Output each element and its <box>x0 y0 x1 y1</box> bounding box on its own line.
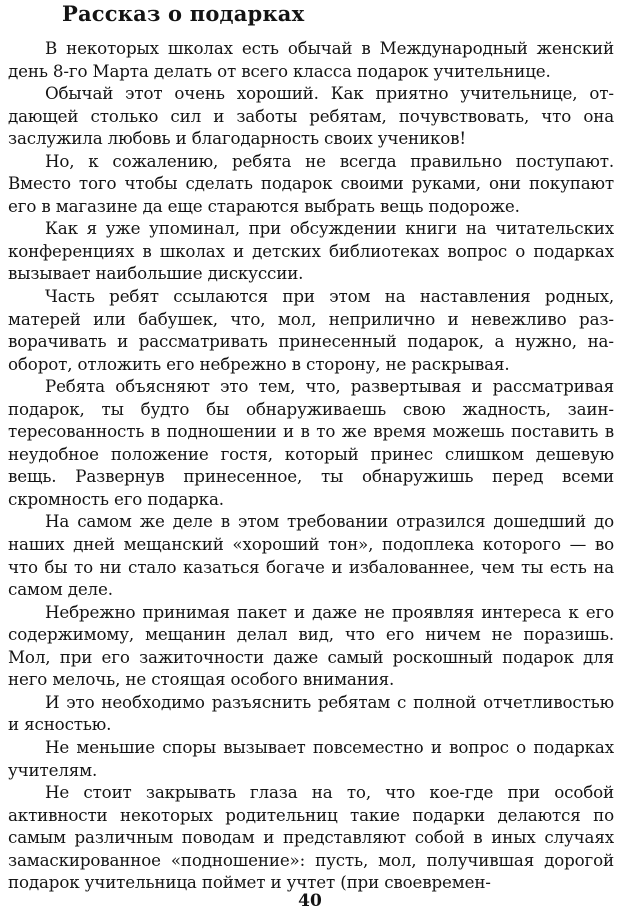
paragraph: И это необходимо разъяснить ребятам с полной отчетливостью и ясностью. <box>8 691 614 735</box>
paragraph: Как я уже упоминал, при обсуждении книги на читательских конференциях в школах и детских библиотеках вопрос о подарках вызывает наибольшие дискуссии. <box>8 218 614 284</box>
section-title: Рассказ о подарках <box>62 1 305 26</box>
paragraph: Ребята объясняют это тем, что, развертывая и рассматривая подарок, ты будто бы обнаруживаешь свою жадность, заинтересованность в подношении и в то же время можешь поставить в неудобное положение гостя, который принес слишком дешевую вещь. Развернув принесенное, ты обнаружишь перед всеми скромность его подарка. <box>8 376 614 509</box>
paragraph: На самом же деле в этом требовании отразился дошедший до наших дней мещанский «хороший тон», подоплека которого — во что бы то ни стало казаться богаче и избалованнее, чем ты есть на самом деле. <box>8 511 614 600</box>
paragraph: Часть ребят ссылаются при этом на наставления родных, матерей или бабушек, что, мол, неприлично и невежливо разворачивать и рассматривать принесенный подарок, а нужно, наоборот, отложить его небрежно в сторону, не раскрывая. <box>8 286 614 374</box>
page-number: 40 <box>298 891 322 911</box>
body-text <box>8 37 614 894</box>
paragraph: Не меньшие споры вызывает повсеместно и вопрос о подарках учителям. <box>8 736 614 780</box>
paragraph: В некоторых школах есть обычай в Международный женский день 8-го Марта делать от всего класса подарок учительнице. <box>8 38 614 81</box>
paragraph: Но, к сожалению, ребята не всегда правильно поступают. Вместо того чтобы сделать подарок своими руками, они покупают его в магазине да еще стараются выбрать вещь подороже. <box>8 150 614 216</box>
paragraph: Обычай этот очень хороший. Как приятно учительнице, отдающей столько сил и заботы ребятам, почувствовать, что она заслужила любовь и благодарность своих учеников! <box>8 83 614 149</box>
paragraph: Небрежно принимая пакет и даже не проявляя интереса к его содержимому, мещанин делал вид, что его ничем не поразишь. Мол, при его зажиточности даже самый роскошный подарок для него мелочь, не стоящая особого внимания. <box>8 601 614 690</box>
paragraph: Не стоит закрывать глаза на то, что кое-где при особой активности некоторых родительниц такие подарки делаются по самым различным поводам и представляют собой в иных случаях замаскированное «подношение»: пусть, мол, получившая дорогой подарок учительница поймет и учтет (при своевремен- <box>8 782 614 893</box>
